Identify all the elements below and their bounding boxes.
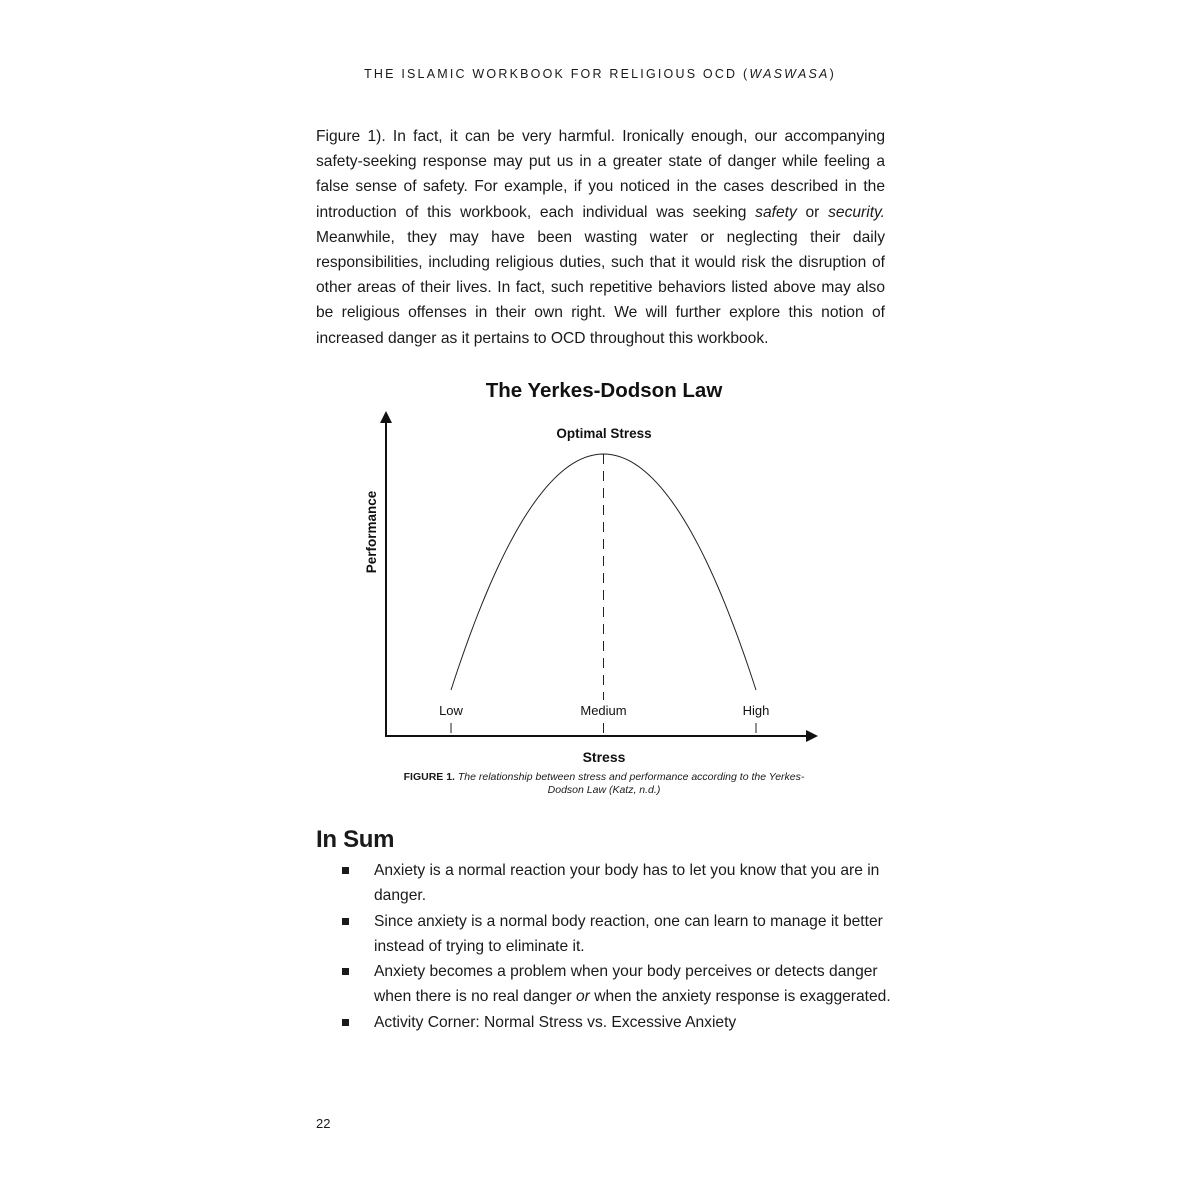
x-axis-label: Stress — [582, 749, 626, 765]
chart-title: The Yerkes-Dodson Law — [485, 379, 723, 402]
optimal-stress-label: Optimal Stress — [556, 426, 652, 441]
square-bullet-icon — [342, 867, 349, 874]
list-item: Activity Corner: Normal Stress vs. Excessive Anxiety — [340, 1010, 900, 1035]
y-axis-label: Performance — [364, 490, 379, 574]
running-head: THE ISLAMIC WORKBOOK FOR RELIGIOUS OCD (WASWASA) — [364, 67, 836, 81]
x-tick-label-low: Low — [439, 703, 463, 718]
x-ticks — [439, 703, 769, 733]
body-paragraph: Figure 1). In fact, it can be very harmful. Ironically enough, our accompanying safety-seeking response may put us in a greater state of danger while feeling a false sense of safety. For example, if you noticed in the cases described in the introduction of this workbook, each individual was seeking safety or security. Meanwhile, they may have been wasting water or neglecting their daily responsibilities, including religious duties, such that it would risk the disruption of other areas of their lives. In fact, such repetitive behaviors listed above may also be religious offenses in their own right. We will further explore this notion of increased danger as it pertains to OCD throughout this workbook. — [316, 128, 886, 347]
square-bullet-icon — [342, 918, 349, 925]
x-tick-label-medium: Medium — [580, 703, 627, 718]
page-number: 22 — [316, 1116, 331, 1131]
square-bullet-icon — [342, 968, 349, 975]
in-sum-list — [340, 858, 900, 1035]
section-heading-in-sum: In Sum — [316, 826, 395, 853]
x-tick-label-high: High — [742, 703, 770, 718]
list-item: Since anxiety is a normal body reaction, one can learn to manage it better instead of trying to eliminate it. — [340, 909, 900, 960]
running-head-italic: WASWASA — [749, 67, 830, 81]
figure-caption-label: FIGURE 1. — [403, 771, 455, 783]
figure-caption-text: The relationship between stress and performance according to the Yerkes-Dodson Law (Katz, n.d.) — [457, 771, 805, 796]
list-item: Anxiety is a normal reaction your body has to let you know that you are in danger. — [340, 858, 900, 909]
yerkes-dodson-chart — [300, 370, 860, 770]
figure-caption — [400, 771, 808, 797]
list-item: Anxiety becomes a problem when your body perceives or detects danger when there is no real danger or when the anxiety response is exaggerated. — [340, 959, 900, 1010]
square-bullet-icon — [342, 1019, 349, 1026]
